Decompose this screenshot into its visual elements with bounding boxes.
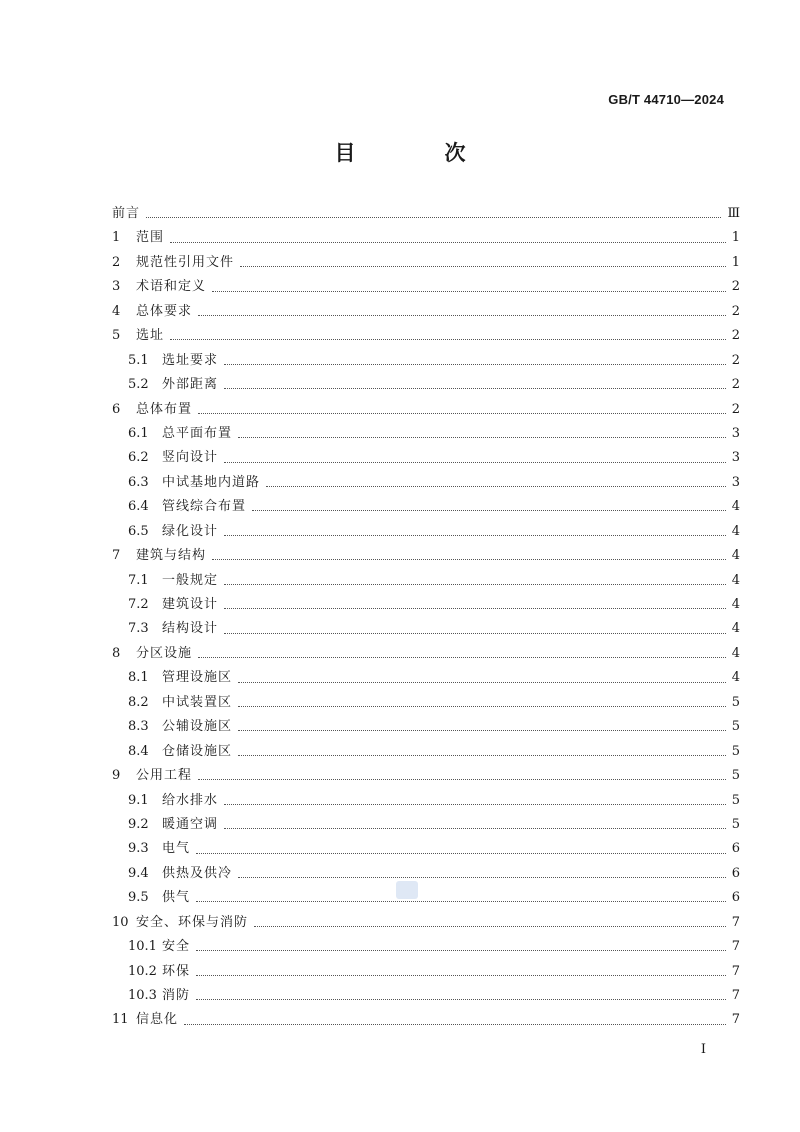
toc-entry-page: 3 [731,474,740,490]
dot-leader [146,216,721,218]
toc-entry-label: 安全、环保与消防 [136,914,249,930]
toc-entry[interactable] [112,740,740,764]
toc-entry-label: 总体布置 [136,401,193,417]
toc-entry[interactable] [112,691,740,715]
dot-leader [198,778,726,780]
toc-entry-number: 6.5 [128,523,149,539]
toc-entry[interactable] [112,1008,740,1032]
toc-entry-page: 4 [731,597,740,612]
toc-entry-number: 9.2 [128,816,149,832]
dot-leader [224,461,726,463]
toc-entry[interactable] [112,617,740,641]
toc-entry-label: 建筑设计 [162,597,219,612]
toc-entry-label: 外部距离 [162,377,219,393]
toc-entry-page: 3 [731,425,740,441]
toc-entry[interactable] [112,911,740,935]
dot-leader [224,607,726,609]
toc-entry-number: 4 [112,303,121,319]
toc-entry-page: 5 [731,719,740,735]
toc-entry-page: 6 [731,890,740,906]
toc-entry-page: 5 [731,792,740,808]
toc-entry-page: 4 [731,645,740,661]
toc-entry-number: 7.2 [128,597,149,612]
standard-code: GB/T 44710—2024 [608,92,724,107]
dot-leader [238,436,726,438]
toc-entry-number: 1 [112,230,121,246]
toc-entry-page: 5 [731,743,740,759]
toc-entry-number: 5 [112,328,121,344]
toc-entry-page: 2 [731,328,740,344]
toc-entry[interactable] [112,471,740,495]
dot-leader [212,290,726,292]
toc-entry-number: 7 [112,548,121,564]
toc-entry-label: 结构设计 [162,621,219,637]
dot-leader [224,583,726,585]
toc-entry[interactable] [112,837,740,861]
toc-entry[interactable] [112,422,740,446]
toc-entry-label: 安全 [162,939,191,955]
toc-entry[interactable] [112,226,740,250]
dot-leader [198,412,726,414]
dot-leader [198,314,726,316]
toc-entry-page: 2 [731,279,740,295]
toc-entry-page: 5 [731,694,740,710]
toc-entry-label: 供热及供冷 [162,865,233,881]
toc-entry-number: 10.1 [128,939,157,955]
dot-leader [252,509,726,511]
toc-entry-number: 11 [112,1012,129,1028]
toc-entry-page: 7 [731,1012,740,1028]
toc-entry-page: 4 [731,499,740,515]
toc-entry-label: 暖通空调 [162,816,219,832]
toc-entry-number: 8 [112,645,121,661]
toc-entry-page: 4 [731,572,740,588]
toc-entry-page: 2 [731,303,740,319]
toc-entry-page: 5 [731,768,740,784]
toc-entry-label: 环保 [162,963,191,979]
toc-entry[interactable] [112,495,740,519]
toc-entry[interactable] [112,544,740,568]
dot-leader [198,656,726,658]
toc-entry-page: 7 [731,914,740,930]
toc-entry-page: 2 [731,401,740,417]
toc-entry-label: 中试装置区 [162,694,233,710]
toc-entry-number: 6 [112,401,121,417]
toc-entry-label: 选址 [136,328,165,344]
toc-entry[interactable] [112,569,740,593]
toc-entry-label: 前言 [112,206,141,221]
table-of-contents [112,202,740,1033]
dot-leader [238,754,726,756]
dot-leader [266,485,726,487]
toc-entry[interactable] [112,935,740,959]
toc-entry[interactable] [112,349,740,373]
toc-entry-number: 7.1 [128,572,149,588]
dot-leader [224,387,726,389]
toc-entry-label: 选址要求 [162,352,219,368]
dot-leader [196,949,726,951]
toc-entry[interactable] [112,251,740,275]
toc-entry[interactable] [112,642,740,666]
toc-entry[interactable] [112,813,740,837]
toc-entry-number: 5.2 [128,377,149,393]
dot-leader [254,925,726,927]
toc-entry-label: 给水排水 [162,792,219,808]
toc-entry-number: 6.1 [128,425,149,441]
dot-leader [238,705,726,707]
toc-entry-label: 规范性引用文件 [136,254,235,270]
toc-entry[interactable] [112,300,740,324]
dot-leader [196,998,726,1000]
toc-entry-page: 1 [731,254,740,270]
toc-entry[interactable] [112,715,740,739]
toc-entry-number: 7.3 [128,621,149,637]
toc-entry-number: 9.1 [128,792,149,808]
toc-entry-page: 5 [731,816,740,832]
toc-entry-number: 9 [112,768,121,784]
toc-entry[interactable] [112,862,740,886]
toc-entry-label: 竖向设计 [162,450,219,466]
toc-entry-label: 公辅设施区 [162,719,233,735]
toc-entry-page: 7 [731,939,740,955]
dot-leader [196,974,726,976]
dot-leader [238,876,726,878]
toc-entry[interactable] [112,666,740,690]
toc-entry-number: 10 [112,914,129,930]
toc-entry-number: 8.1 [128,670,149,686]
toc-entry[interactable] [112,202,740,226]
toc-entry-label: 管线综合布置 [162,499,247,515]
toc-entry-number: 8.2 [128,694,149,710]
page-number: I [700,1042,706,1057]
dot-leader [238,729,726,731]
toc-entry-label: 仓储设施区 [162,743,233,759]
toc-entry[interactable] [112,446,740,470]
dot-leader [238,681,726,683]
toc-entry-label: 供气 [162,890,191,906]
toc-entry-page: 2 [731,352,740,368]
dot-leader [170,338,726,340]
toc-entry-page: 6 [731,865,740,881]
toc-entry[interactable] [112,593,740,617]
toc-entry-page: 2 [731,377,740,393]
dot-leader [212,558,726,560]
toc-entry-page: 4 [731,548,740,564]
toc-entry-number: 9.5 [128,890,149,906]
toc-entry-page: 1 [731,230,740,246]
page-title: 目 次 [334,140,500,165]
toc-entry[interactable] [112,764,740,788]
dot-leader [224,632,726,634]
toc-entry-number: 5.1 [128,352,149,368]
dot-leader [196,852,726,854]
dot-leader [170,241,726,243]
toc-entry-label: 信息化 [136,1012,179,1028]
toc-entry-page: 3 [731,450,740,466]
toc-entry-label: 消防 [162,988,191,1003]
toc-entry[interactable] [112,886,740,910]
toc-entry[interactable] [112,520,740,544]
toc-entry-label: 总体要求 [136,303,193,319]
toc-entry[interactable] [112,324,740,348]
toc-entry-label: 绿化设计 [162,523,219,539]
dot-leader [224,803,726,805]
toc-entry-page: 6 [731,841,740,857]
toc-entry-label: 分区设施 [136,645,193,661]
toc-entry[interactable] [112,398,740,422]
toc-entry-number: 10.2 [128,963,157,979]
toc-entry[interactable] [112,373,740,397]
toc-entry-number: 10.3 [128,988,157,1003]
toc-entry-page: 7 [731,963,740,979]
toc-entry-label: 建筑与结构 [136,548,207,564]
toc-entry-page: 4 [731,621,740,637]
toc-entry-page: Ⅲ [727,206,740,221]
toc-entry-number: 8.4 [128,743,149,759]
dot-leader [224,827,726,829]
dot-leader [224,534,726,536]
toc-entry-number: 9.4 [128,865,149,881]
toc-entry-label: 范围 [136,230,165,246]
toc-entry-label: 中试基地内道路 [162,474,261,490]
dot-leader [224,363,726,365]
toc-entry-page: 4 [731,523,740,539]
toc-entry[interactable] [112,960,740,984]
toc-entry[interactable] [112,275,740,299]
toc-entry-page: 4 [731,670,740,686]
toc-entry-number: 3 [112,279,121,295]
dot-leader [196,900,726,902]
toc-entry-label: 公用工程 [136,768,193,784]
toc-entry-number: 2 [112,254,121,270]
watermark-logo [396,881,418,899]
dot-leader [184,1023,726,1025]
toc-entry-number: 6.2 [128,450,149,466]
toc-entry-number: 9.3 [128,841,149,857]
toc-entry-label: 管理设施区 [162,670,233,686]
toc-entry-number: 8.3 [128,719,149,735]
toc-entry-label: 一般规定 [162,572,219,588]
toc-entry[interactable] [112,789,740,813]
toc-entry-label: 术语和定义 [136,279,207,295]
toc-entry-number: 6.4 [128,499,149,515]
dot-leader [240,265,726,267]
toc-entry-label: 电气 [162,841,191,857]
toc-entry-label: 总平面布置 [162,425,233,441]
toc-entry-number: 6.3 [128,474,149,490]
toc-entry[interactable] [112,984,740,1008]
toc-entry-page: 7 [731,988,740,1003]
